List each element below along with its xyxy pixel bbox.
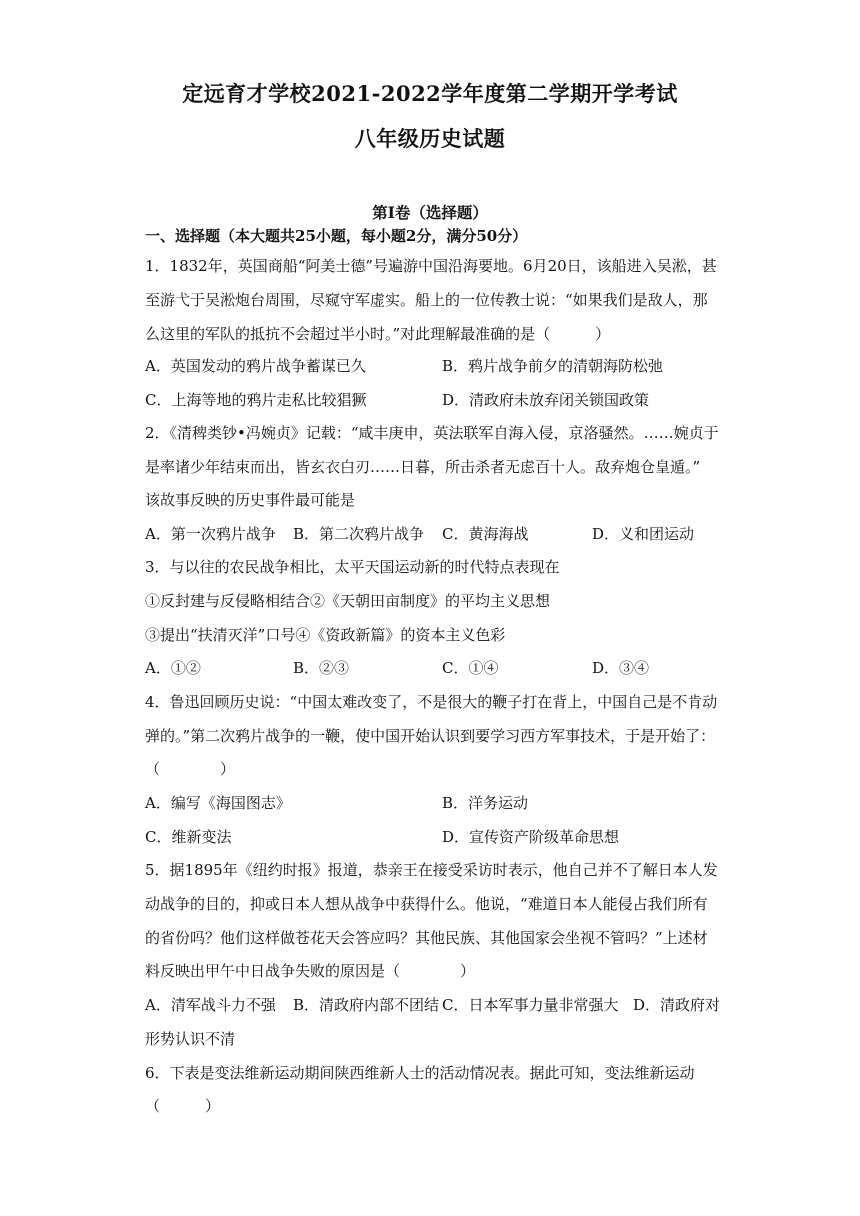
q6-line-2: （ ）: [145, 1097, 221, 1115]
q4-option-a: A．编写《海国图志》: [145, 794, 291, 812]
q2-option-a: A．第一次鸦片战争: [145, 525, 276, 543]
q5-option-c: C．日本军事力量非常强大: [442, 996, 619, 1014]
q3-option-b: B．②③: [293, 659, 350, 677]
q2-option-c: C．黄海海战: [442, 525, 529, 543]
q1-line-3: 么这里的军队的抵抗不会超过半小时。”对此理解最准确的是（ ）: [145, 325, 611, 343]
q5-option-d: D．清政府对: [633, 996, 721, 1014]
q2-line-2: 是率诸少年结束而出，皆玄衣白刃……日暮，所击杀者无虑百十人。敌弃炮仓皇遁。”: [145, 458, 701, 476]
q5-option-a: A．清军战斗力不强: [145, 996, 276, 1014]
q6-line-1: 6．下表是变法维新运动期间陕西维新人士的活动情况表。据此可知，变法维新运动: [145, 1064, 695, 1082]
q3-line-2: ①反封建与反侵略相结合②《天朝田亩制度》的平均主义思想: [145, 592, 551, 610]
q3-option-c: C．①④: [442, 659, 499, 677]
section-title: 第Ⅰ卷（选择题）: [372, 203, 488, 222]
q1-line-1: 1．1832年，英国商船“阿美士德”号遍游中国沿海要地。6月20日，该船进入吴淞，甚: [145, 257, 717, 275]
q1-line-2: 至游弋于吴淞炮台周围，尽窥守军虚实。船上的一位传教士说：“如果我们是敌人，那: [145, 291, 708, 309]
q4-option-c: C．维新变法: [145, 828, 232, 846]
q3-line-1: 3．与以往的农民战争相比，太平天国运动新的时代特点表现在: [145, 558, 560, 576]
q1-option-b: B．鸦片战争前夕的清朝海防松弛: [442, 357, 664, 375]
part-heading: 一、选择题（本大题共25小题，每小题2分，满分50分）: [145, 227, 528, 245]
q2-option-d: D．义和团运动: [592, 525, 695, 543]
exam-subtitle: 八年级历史试题: [354, 126, 506, 151]
q5-option-d-cont: 形势认识不清: [145, 1030, 236, 1048]
exam-title: 定远育才学校2021-2022学年度第二学期开学考试: [182, 81, 678, 106]
q3-option-a: A．①②: [145, 659, 201, 677]
q5-line-3: 的省份吗？他们这样做苍花天会答应吗？其他民族、其他国家会坐视不管吗？”上述材: [145, 929, 708, 947]
q5-line-4: 料反映出甲午中日战争失败的原因是（ ）: [145, 962, 476, 980]
q4-line-2: 弹的。”第二次鸦片战争的一鞭，使中国开始认识到要学习西方军事技术，于是开始了：: [145, 727, 716, 745]
q2-option-b: B．第二次鸦片战争: [293, 525, 425, 543]
q5-line-1: 5．据1895年《纽约时报》报道，恭亲王在接受采访时表示，他自己并不了解日本人发: [145, 861, 718, 879]
q2-line-1: 2．《清稗类钞•冯婉贞》记载：“咸丰庚申，英法联军自海入侵，京洛骚然。……婉贞于: [145, 424, 719, 442]
q1-option-c: C．上海等地的鸦片走私比较猖獗: [145, 391, 367, 409]
q3-option-d: D．③④: [592, 659, 650, 677]
q5-option-b: B．清政府内部不团结: [293, 996, 440, 1014]
q1-option-d: D．清政府未放弃闭关锁国政策: [442, 391, 650, 409]
q2-line-3: 该故事反映的历史事件最可能是: [145, 491, 356, 509]
q4-option-d: D．宣传资产阶级革命思想: [442, 828, 620, 846]
q1-option-a: A．英国发动的鸦片战争蓄谋已久: [145, 357, 366, 375]
q4-option-b: B．洋务运动: [442, 794, 529, 812]
q4-line-3: （ ）: [145, 760, 236, 778]
q4-line-1: 4．鲁迅回顾历史说：“中国太难改变了，不是很大的鞭子打在背上，中国自己是不肯动: [145, 693, 718, 711]
q3-line-3: ③提出“扶清灭洋”口号④《资政新篇》的资本主义色彩: [145, 626, 506, 644]
q5-line-2: 动战争的目的，抑或日本人想从战争中获得什么。他说，“难道日本人能侵占我们所有: [145, 895, 708, 913]
